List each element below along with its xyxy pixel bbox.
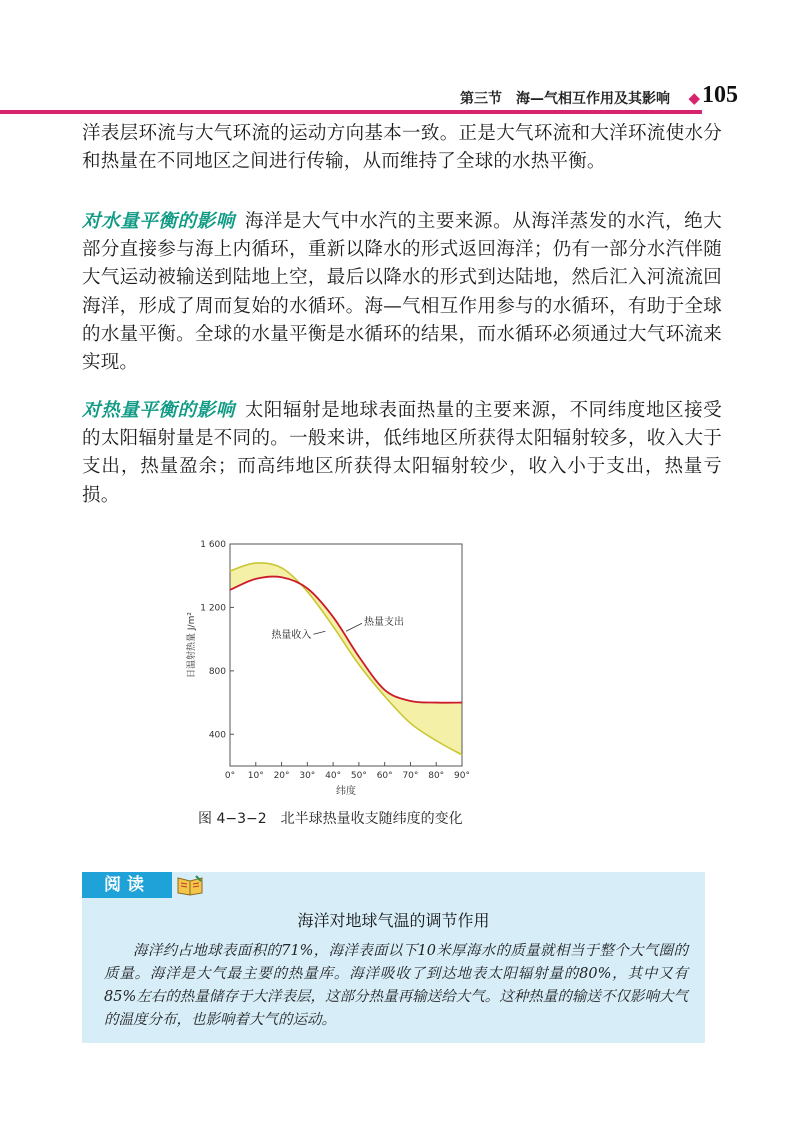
x-tick-label: 90° (454, 771, 470, 781)
reading-tab: 阅读 (82, 872, 172, 898)
page-header (0, 84, 800, 114)
heat-balance-chart (176, 530, 486, 800)
page-number: 105 (702, 82, 738, 108)
paragraph-1-text: 洋表层环流与大气环流的运动方向基本一致。正是大气环流和大洋环流使水分和热量在不同地区之间进行传输，从而维持了全球的水热平衡。 (82, 123, 722, 173)
reading-title: 海洋对地球气温的调节作用 (297, 911, 490, 930)
diamond-icon: ◆ (688, 89, 700, 107)
y-tick-label: 400 (208, 730, 226, 741)
annotation-heat-expenditure: 热量支出 (364, 617, 404, 629)
x-tick-label: 40° (325, 771, 342, 781)
x-tick-label: 0° (224, 771, 236, 781)
paragraph-1 (82, 120, 722, 176)
figure-caption-number: 图 4−3−2 (198, 811, 267, 827)
annotation-leader-income (313, 631, 325, 634)
paragraph-2-text: 海洋是大气中水汽的主要来源。从海洋蒸发的水汽，绝大部分直接参与海上内循环，重新以降水的形式返回海洋；仍有一部分水汽伴随大气运动被输送到陆地上空，最后以降水的形式到达陆地，然后汇入河流流回海洋，形成了周而复始的水循环。海—气相互作用参与的水循环，有助于全球的水量平衡。全球的水量平衡是水循环的结果，而水循环必须通过大气环流来实现。 (82, 211, 722, 374)
x-tick-label: 10° (247, 771, 264, 781)
x-tick-label: 70° (402, 771, 419, 781)
header-rule (0, 110, 702, 114)
paragraph-3-text: 太阳辐射是地球表面热量的主要来源，不同纬度地区接受的太阳辐射量是不同的。一般来讲，低纬地区所获得太阳辐射较多，收入大于支出，热量盈余；而高纬地区所获得太阳辐射较少，收入小于支出，热量亏损。 (82, 400, 722, 506)
y-tick-label: 1 600 (200, 540, 226, 550)
y-tick-label: 800 (208, 666, 226, 677)
book-icon (176, 874, 204, 896)
paragraph-3-keyword: 对热量平衡的影响 (82, 400, 235, 421)
paragraph-2-keyword: 对水量平衡的影响 (82, 211, 235, 232)
annotation-leader-expenditure (346, 623, 362, 631)
figure-caption-text: 北半球热量收支随纬度的变化 (280, 811, 463, 827)
x-tick-label: 60° (376, 771, 393, 781)
x-tick-label: 50° (350, 771, 367, 781)
x-tick-label: 80° (428, 771, 445, 781)
paragraph-2 (82, 208, 722, 377)
x-tick-label: 30° (299, 771, 316, 781)
paragraph-3 (82, 397, 722, 510)
y-tick-label: 1 200 (200, 603, 226, 614)
x-tick-label: 20° (273, 771, 290, 781)
heat-balance-figure (176, 530, 486, 800)
figure-caption (198, 808, 463, 828)
reading-text: 海洋约占地球表面积的71%，海洋表面以下10米厚海水的质量就相当于整个大气圈的质量。海洋是大气最主要的热量库。海洋吸收了到达地表太阳辐射量的80%，其中又有85%左右的热量储存于大洋表层，这部分热量再输送给大气。这种热量的输送不仅影响大气的温度分布，也影响着大气的运动。 (104, 943, 688, 1028)
x-axis-label: 纬度 (336, 786, 356, 797)
y-axis-label: 日温射热量 J/m² (187, 612, 197, 678)
balance-fill-area (230, 563, 462, 755)
annotation-heat-income: 热量收入 (271, 630, 312, 642)
section-title: 第三节 海—气相互作用及其影响 (460, 91, 670, 107)
